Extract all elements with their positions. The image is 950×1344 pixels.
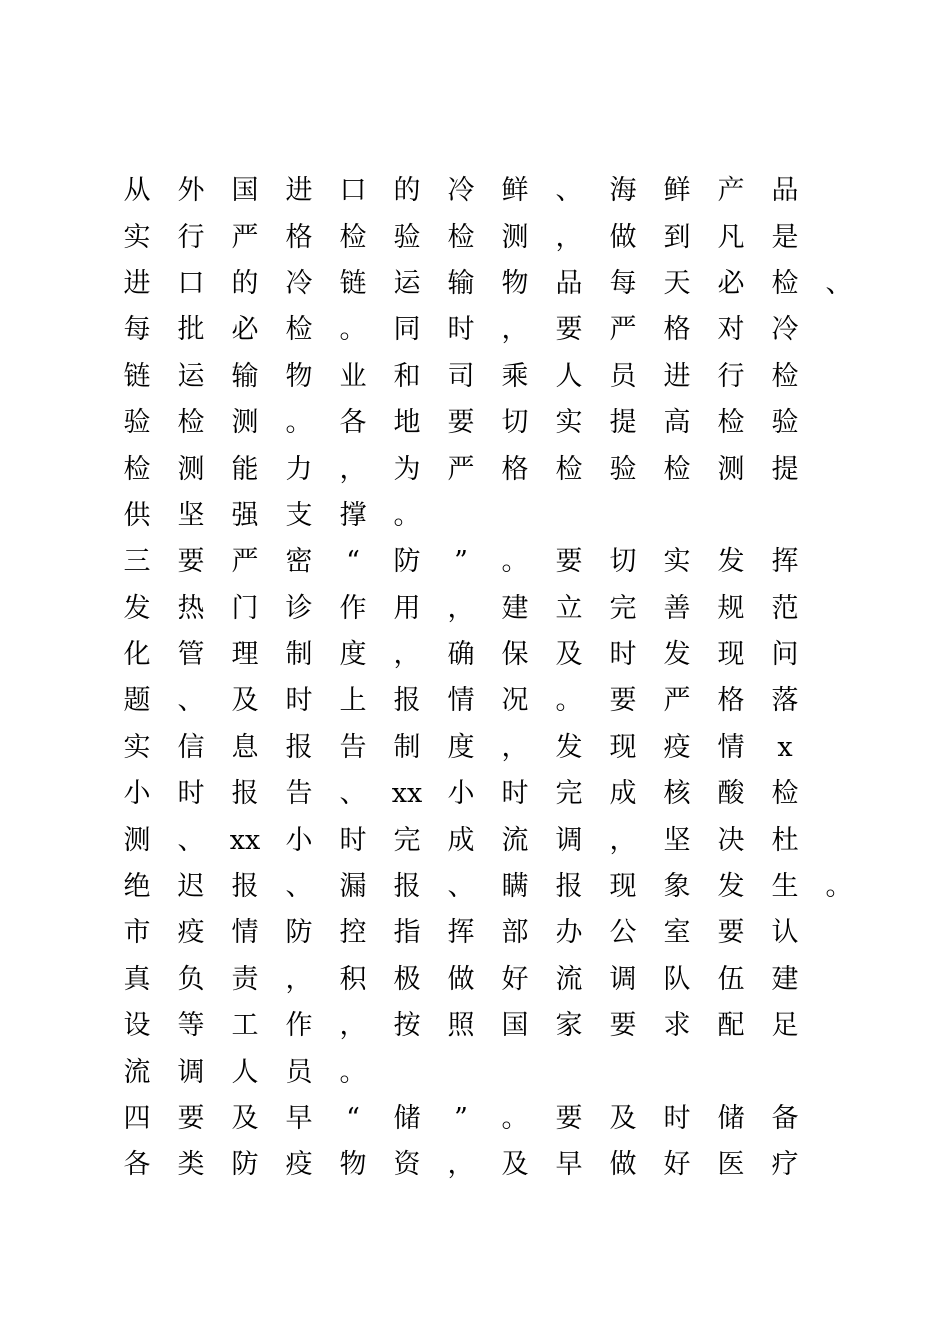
text-glyph: 人 bbox=[555, 360, 583, 392]
text-glyph: 必 bbox=[717, 267, 745, 299]
text-glyph: 。 bbox=[501, 1103, 529, 1134]
text-glyph: 及 bbox=[609, 1103, 637, 1134]
text-glyph: 进 bbox=[123, 267, 151, 299]
text-glyph: 要 bbox=[555, 314, 583, 346]
text-glyph: 进 bbox=[663, 360, 691, 392]
text-glyph: 撑 bbox=[339, 499, 367, 531]
text-glyph: 。 bbox=[501, 546, 529, 578]
text-glyph: 情 bbox=[717, 731, 745, 763]
text-line bbox=[110, 632, 870, 678]
text-glyph: 严 bbox=[231, 546, 259, 578]
text-glyph: 建 bbox=[501, 592, 529, 624]
text-glyph: 度 bbox=[447, 731, 475, 763]
text-glyph: 疫 bbox=[663, 731, 691, 763]
text-glyph: 输 bbox=[447, 267, 475, 299]
text-glyph: 提 bbox=[771, 453, 799, 485]
text-glyph: 能 bbox=[231, 453, 259, 485]
text-glyph: ” bbox=[454, 1103, 468, 1134]
text-glyph: 鲜 bbox=[663, 175, 691, 207]
text-glyph: 口 bbox=[339, 175, 367, 207]
text-line bbox=[110, 307, 870, 353]
text-line bbox=[110, 1049, 870, 1095]
text-glyph: 高 bbox=[663, 407, 691, 439]
text-glyph: 每 bbox=[609, 267, 637, 299]
text-glyph: 管 bbox=[177, 639, 205, 671]
text-line bbox=[110, 725, 870, 771]
text-glyph: 人 bbox=[231, 1056, 259, 1088]
text-glyph: 要 bbox=[177, 1103, 205, 1134]
text-glyph: 发 bbox=[123, 592, 151, 624]
text-line bbox=[110, 168, 870, 214]
text-line bbox=[110, 1142, 870, 1188]
text-glyph: 产 bbox=[717, 175, 745, 207]
text-glyph: 格 bbox=[663, 314, 691, 346]
text-glyph: 品 bbox=[555, 267, 583, 299]
text-glyph: 及 bbox=[501, 1149, 529, 1181]
text-glyph: 链 bbox=[339, 267, 367, 299]
text-glyph: 作 bbox=[285, 1010, 313, 1042]
text-glyph: 作 bbox=[339, 592, 367, 624]
text-glyph: 等 bbox=[177, 1010, 205, 1042]
text-glyph: 早 bbox=[555, 1149, 583, 1181]
text-glyph: 公 bbox=[609, 917, 637, 949]
text-line bbox=[110, 493, 870, 539]
text-glyph: 每 bbox=[123, 314, 151, 346]
text-glyph: 检 bbox=[771, 360, 799, 392]
text-glyph: 测 bbox=[717, 453, 745, 485]
text-glyph: 决 bbox=[717, 824, 745, 856]
text-glyph: 格 bbox=[717, 685, 745, 717]
text-glyph: 时 bbox=[501, 778, 529, 810]
text-glyph: 进 bbox=[285, 175, 313, 207]
text-glyph: 疫 bbox=[285, 1149, 313, 1181]
text-glyph: 调 bbox=[609, 963, 637, 995]
text-glyph: 。 bbox=[339, 314, 367, 346]
text-glyph: 检 bbox=[123, 453, 151, 485]
text-glyph: 。 bbox=[825, 871, 853, 903]
text-glyph: 口 bbox=[177, 267, 205, 299]
text-glyph: ， bbox=[285, 963, 313, 995]
text-glyph: 对 bbox=[717, 314, 745, 346]
text-glyph: 成 bbox=[609, 778, 637, 810]
text-glyph: 小 bbox=[123, 778, 151, 810]
text-glyph: 报 bbox=[231, 871, 259, 903]
text-glyph: 制 bbox=[393, 731, 421, 763]
text-glyph: 诊 bbox=[285, 592, 313, 624]
text-glyph: 疫 bbox=[177, 917, 205, 949]
text-glyph: ， bbox=[339, 453, 367, 485]
text-glyph: 检 bbox=[771, 778, 799, 810]
text-glyph: 要 bbox=[609, 685, 637, 717]
text-glyph: 情 bbox=[447, 685, 475, 717]
text-glyph: 报 bbox=[393, 871, 421, 903]
text-glyph: 的 bbox=[231, 267, 259, 299]
text-line bbox=[110, 400, 870, 446]
text-glyph: 测 bbox=[231, 407, 259, 439]
text-glyph: 冷 bbox=[447, 175, 475, 207]
text-glyph: 批 bbox=[177, 314, 205, 346]
text-glyph: x bbox=[777, 731, 793, 763]
text-glyph: 问 bbox=[771, 639, 799, 671]
text-glyph: 时 bbox=[285, 685, 313, 717]
text-glyph: 疗 bbox=[771, 1149, 799, 1181]
text-glyph: ， bbox=[339, 1010, 367, 1042]
text-glyph: 外 bbox=[177, 175, 205, 207]
text-glyph: 从 bbox=[123, 175, 151, 207]
text-line bbox=[110, 354, 870, 400]
text-glyph: 发 bbox=[663, 639, 691, 671]
text-glyph: 同 bbox=[393, 314, 421, 346]
text-glyph: 格 bbox=[501, 453, 529, 485]
text-glyph: 办 bbox=[555, 917, 583, 949]
text-glyph: 严 bbox=[231, 221, 259, 253]
text-glyph: 检 bbox=[285, 314, 313, 346]
text-line bbox=[110, 957, 870, 1003]
text-glyph: 挥 bbox=[771, 546, 799, 578]
text-glyph: 化 bbox=[123, 639, 151, 671]
text-glyph: 切 bbox=[501, 407, 529, 439]
text-glyph: 密 bbox=[285, 546, 313, 578]
text-glyph: 上 bbox=[339, 685, 367, 717]
text-glyph: 挥 bbox=[447, 917, 475, 949]
text-glyph: 海 bbox=[609, 175, 637, 207]
text-glyph: 及 bbox=[555, 639, 583, 671]
text-glyph: 完 bbox=[609, 592, 637, 624]
text-glyph: 工 bbox=[231, 1010, 259, 1042]
text-glyph: 医 bbox=[717, 1149, 745, 1181]
text-glyph: 验 bbox=[393, 221, 421, 253]
text-glyph: “ bbox=[346, 1103, 360, 1134]
text-glyph: 行 bbox=[717, 360, 745, 392]
text-glyph: 严 bbox=[663, 685, 691, 717]
text-glyph: 现 bbox=[609, 731, 637, 763]
text-glyph: 家 bbox=[555, 1010, 583, 1042]
text-glyph: 好 bbox=[501, 963, 529, 995]
text-glyph: 建 bbox=[771, 963, 799, 995]
text-glyph: ” bbox=[454, 546, 468, 578]
text-glyph: 防 bbox=[393, 546, 421, 578]
text-glyph: 检 bbox=[447, 221, 475, 253]
text-glyph: 四 bbox=[123, 1103, 151, 1134]
text-glyph: 切 bbox=[609, 546, 637, 578]
text-line bbox=[110, 214, 870, 260]
text-glyph: 到 bbox=[663, 221, 691, 253]
text-glyph: 备 bbox=[771, 1103, 799, 1134]
text-glyph: 要 bbox=[447, 407, 475, 439]
text-line bbox=[110, 1003, 870, 1049]
text-glyph: 立 bbox=[555, 592, 583, 624]
text-glyph: 完 bbox=[393, 824, 421, 856]
text-glyph: 发 bbox=[717, 871, 745, 903]
text-glyph: 测 bbox=[177, 453, 205, 485]
text-glyph: 成 bbox=[447, 824, 475, 856]
body-text bbox=[110, 168, 870, 1189]
text-line bbox=[110, 817, 870, 863]
text-glyph: ， bbox=[501, 314, 529, 346]
text-glyph: xx bbox=[391, 778, 423, 810]
text-glyph: 坚 bbox=[663, 824, 691, 856]
text-glyph: 检 bbox=[555, 453, 583, 485]
text-glyph: 测 bbox=[123, 824, 151, 856]
text-glyph: 格 bbox=[285, 221, 313, 253]
text-glyph: 。 bbox=[555, 685, 583, 717]
text-glyph: 测 bbox=[501, 221, 529, 253]
text-glyph: 按 bbox=[393, 1010, 421, 1042]
text-glyph: 强 bbox=[231, 499, 259, 531]
text-glyph: 鲜 bbox=[501, 175, 529, 207]
text-glyph: 国 bbox=[231, 175, 259, 207]
text-glyph: 门 bbox=[231, 592, 259, 624]
text-glyph: 市 bbox=[123, 917, 151, 949]
text-glyph: 冷 bbox=[285, 267, 313, 299]
text-glyph: ， bbox=[447, 1149, 475, 1181]
text-glyph: 员 bbox=[285, 1056, 313, 1088]
text-line bbox=[110, 678, 870, 724]
text-glyph: 室 bbox=[663, 917, 691, 949]
text-glyph: 实 bbox=[123, 221, 151, 253]
text-glyph: ， bbox=[501, 731, 529, 763]
text-glyph: 告 bbox=[339, 731, 367, 763]
text-glyph: 三 bbox=[123, 546, 151, 578]
text-glyph: 极 bbox=[393, 963, 421, 995]
text-glyph: 小 bbox=[285, 824, 313, 856]
text-glyph: 指 bbox=[393, 917, 421, 949]
text-glyph: 发 bbox=[717, 546, 745, 578]
text-glyph: 、 bbox=[555, 175, 583, 207]
text-glyph: 支 bbox=[285, 499, 313, 531]
text-glyph: 储 bbox=[393, 1103, 421, 1134]
text-glyph: 类 bbox=[177, 1149, 205, 1181]
text-glyph: 司 bbox=[447, 360, 475, 392]
text-glyph: 确 bbox=[447, 639, 475, 671]
text-glyph: 必 bbox=[231, 314, 259, 346]
text-glyph: 照 bbox=[447, 1010, 475, 1042]
text-glyph: 报 bbox=[285, 731, 313, 763]
text-glyph: 息 bbox=[231, 731, 259, 763]
text-glyph: 调 bbox=[177, 1056, 205, 1088]
text-glyph: 乘 bbox=[501, 360, 529, 392]
text-glyph: 运 bbox=[177, 360, 205, 392]
text-glyph: 情 bbox=[231, 917, 259, 949]
text-glyph: 。 bbox=[393, 499, 421, 531]
text-glyph: 。 bbox=[339, 1056, 367, 1088]
text-glyph: 员 bbox=[609, 360, 637, 392]
text-glyph: “ bbox=[346, 546, 360, 578]
text-glyph: 、 bbox=[177, 685, 205, 717]
text-glyph: 要 bbox=[555, 1103, 583, 1134]
text-glyph: 况 bbox=[501, 685, 529, 717]
text-glyph: 时 bbox=[177, 778, 205, 810]
text-glyph: 物 bbox=[501, 267, 529, 299]
text-glyph: 和 bbox=[393, 360, 421, 392]
text-glyph: 落 bbox=[771, 685, 799, 717]
text-glyph: 凡 bbox=[717, 221, 745, 253]
text-glyph: 认 bbox=[771, 917, 799, 949]
text-line bbox=[110, 261, 870, 307]
text-glyph: 责 bbox=[231, 963, 259, 995]
text-line bbox=[110, 771, 870, 817]
text-glyph: 范 bbox=[771, 592, 799, 624]
text-glyph: 输 bbox=[231, 360, 259, 392]
text-glyph: 积 bbox=[339, 963, 367, 995]
text-glyph: 坚 bbox=[177, 499, 205, 531]
text-glyph: 调 bbox=[555, 824, 583, 856]
text-glyph: 报 bbox=[231, 778, 259, 810]
text-glyph: 、 bbox=[447, 871, 475, 903]
text-glyph: 地 bbox=[393, 407, 421, 439]
text-glyph: 时 bbox=[447, 314, 475, 346]
text-glyph: 业 bbox=[339, 360, 367, 392]
text-glyph: ， bbox=[609, 824, 637, 856]
text-glyph: 题 bbox=[123, 685, 151, 717]
text-glyph: 做 bbox=[447, 963, 475, 995]
text-glyph: 检 bbox=[717, 407, 745, 439]
text-line bbox=[110, 539, 870, 585]
text-glyph: 流 bbox=[501, 824, 529, 856]
text-glyph: 及 bbox=[231, 1103, 259, 1134]
text-glyph: 验 bbox=[123, 407, 151, 439]
text-glyph: xx bbox=[229, 824, 261, 856]
text-glyph: 热 bbox=[177, 592, 205, 624]
text-glyph: 检 bbox=[177, 407, 205, 439]
text-glyph: 、 bbox=[825, 267, 853, 299]
text-glyph: 检 bbox=[771, 267, 799, 299]
text-glyph: 力 bbox=[285, 453, 313, 485]
text-glyph: 的 bbox=[393, 175, 421, 207]
text-glyph: 用 bbox=[393, 592, 421, 624]
text-glyph: 度 bbox=[339, 639, 367, 671]
text-glyph: 报 bbox=[393, 685, 421, 717]
text-glyph: 行 bbox=[177, 221, 205, 253]
text-glyph: ， bbox=[555, 221, 583, 253]
text-line bbox=[110, 586, 870, 632]
text-glyph: 报 bbox=[555, 871, 583, 903]
text-glyph: 为 bbox=[393, 453, 421, 485]
text-glyph: 实 bbox=[555, 407, 583, 439]
text-glyph: 小 bbox=[447, 778, 475, 810]
text-glyph: 是 bbox=[771, 221, 799, 253]
text-glyph: 现 bbox=[717, 639, 745, 671]
text-glyph: 队 bbox=[663, 963, 691, 995]
text-glyph: 信 bbox=[177, 731, 205, 763]
text-glyph: 防 bbox=[231, 1149, 259, 1181]
text-glyph: 善 bbox=[663, 592, 691, 624]
text-glyph: 做 bbox=[609, 1149, 637, 1181]
text-glyph: 要 bbox=[555, 546, 583, 578]
text-glyph: 象 bbox=[663, 871, 691, 903]
text-glyph: 部 bbox=[501, 917, 529, 949]
text-glyph: 瞒 bbox=[501, 871, 529, 903]
text-glyph: 流 bbox=[555, 963, 583, 995]
text-line bbox=[110, 1096, 870, 1142]
text-glyph: 供 bbox=[123, 499, 151, 531]
text-glyph: 理 bbox=[231, 639, 259, 671]
text-glyph: 检 bbox=[663, 453, 691, 485]
text-glyph: 制 bbox=[285, 639, 313, 671]
text-glyph: 要 bbox=[717, 917, 745, 949]
text-glyph: 好 bbox=[663, 1149, 691, 1181]
text-glyph: 验 bbox=[771, 407, 799, 439]
text-glyph: 杜 bbox=[771, 824, 799, 856]
text-glyph: 迟 bbox=[177, 871, 205, 903]
text-glyph: 严 bbox=[609, 314, 637, 346]
text-line bbox=[110, 864, 870, 910]
text-glyph: 时 bbox=[339, 824, 367, 856]
text-glyph: 、 bbox=[285, 871, 313, 903]
text-glyph: 生 bbox=[771, 871, 799, 903]
text-glyph: 求 bbox=[663, 1010, 691, 1042]
text-glyph: 要 bbox=[609, 1010, 637, 1042]
text-glyph: 漏 bbox=[339, 871, 367, 903]
text-glyph: 酸 bbox=[717, 778, 745, 810]
text-glyph: 实 bbox=[123, 731, 151, 763]
text-glyph: 真 bbox=[123, 963, 151, 995]
text-glyph: 。 bbox=[285, 407, 313, 439]
text-glyph: ， bbox=[447, 592, 475, 624]
text-glyph: 各 bbox=[339, 407, 367, 439]
text-glyph: 控 bbox=[339, 917, 367, 949]
text-glyph: 验 bbox=[609, 453, 637, 485]
text-glyph: 保 bbox=[501, 639, 529, 671]
text-glyph: 流 bbox=[123, 1056, 151, 1088]
text-glyph: 早 bbox=[285, 1103, 313, 1134]
text-glyph: 时 bbox=[663, 1103, 691, 1134]
text-glyph: ， bbox=[393, 639, 421, 671]
text-glyph: 链 bbox=[123, 360, 151, 392]
text-glyph: 配 bbox=[717, 1010, 745, 1042]
text-glyph: 严 bbox=[447, 453, 475, 485]
text-glyph: 提 bbox=[609, 407, 637, 439]
text-glyph: 防 bbox=[285, 917, 313, 949]
text-line bbox=[110, 446, 870, 492]
text-glyph: 资 bbox=[393, 1149, 421, 1181]
text-glyph: 品 bbox=[771, 175, 799, 207]
text-glyph: 发 bbox=[555, 731, 583, 763]
text-glyph: 及 bbox=[231, 685, 259, 717]
text-glyph: 、 bbox=[177, 824, 205, 856]
text-glyph: 天 bbox=[663, 267, 691, 299]
text-glyph: 设 bbox=[123, 1010, 151, 1042]
text-glyph: 负 bbox=[177, 963, 205, 995]
text-glyph: 完 bbox=[555, 778, 583, 810]
text-glyph: 储 bbox=[717, 1103, 745, 1134]
text-glyph: 检 bbox=[339, 221, 367, 253]
text-glyph: 核 bbox=[663, 778, 691, 810]
text-glyph: 要 bbox=[177, 546, 205, 578]
text-line bbox=[110, 910, 870, 956]
text-glyph: 国 bbox=[501, 1010, 529, 1042]
text-glyph: 冷 bbox=[771, 314, 799, 346]
text-glyph: 足 bbox=[771, 1010, 799, 1042]
text-glyph: 物 bbox=[285, 360, 313, 392]
text-glyph: 物 bbox=[339, 1149, 367, 1181]
text-glyph: 告 bbox=[285, 778, 313, 810]
text-glyph: 、 bbox=[339, 778, 367, 810]
text-glyph: 现 bbox=[609, 871, 637, 903]
text-glyph: 各 bbox=[123, 1149, 151, 1181]
text-glyph: 时 bbox=[609, 639, 637, 671]
text-glyph: 伍 bbox=[717, 963, 745, 995]
text-glyph: 做 bbox=[609, 221, 637, 253]
text-glyph: 绝 bbox=[123, 871, 151, 903]
text-glyph: 实 bbox=[663, 546, 691, 578]
text-glyph: 运 bbox=[393, 267, 421, 299]
text-glyph: 规 bbox=[717, 592, 745, 624]
